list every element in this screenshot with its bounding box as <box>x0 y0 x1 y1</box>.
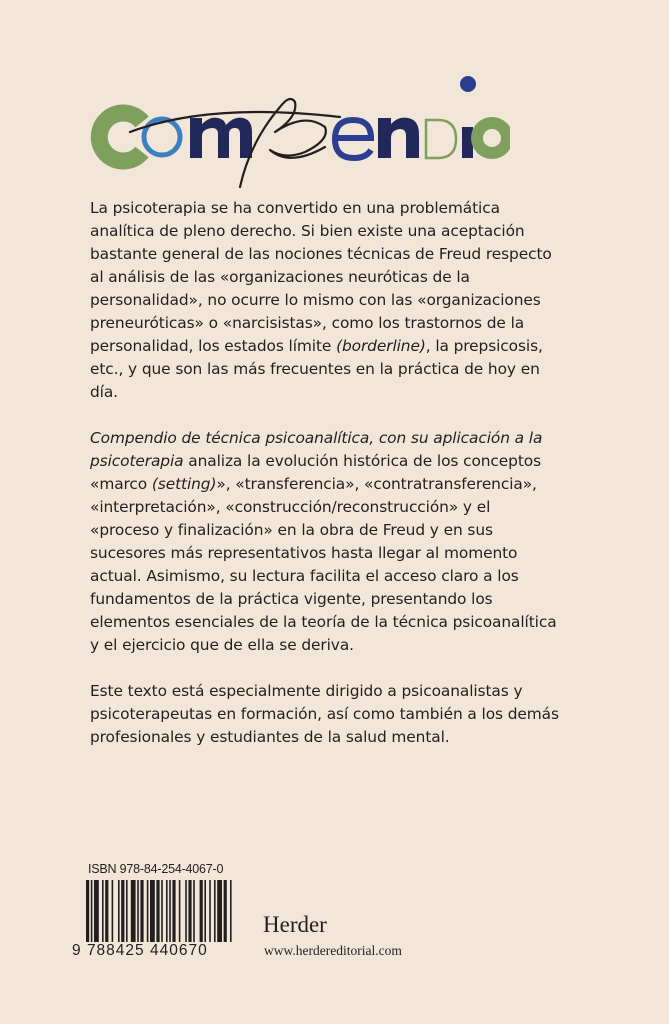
paragraph-1-text-b: , la prepsicosis, etc., y que son las más frecuentes en la práctica de hoy en día. <box>90 337 543 401</box>
barcode-digits-group1: 788425 <box>86 942 145 959</box>
barcode-bar <box>121 880 124 942</box>
barcode-digit-first: 9 <box>72 942 82 959</box>
paragraph-2 <box>90 427 560 657</box>
barcode-bar <box>140 880 143 942</box>
logo-letter-o1 <box>144 119 180 155</box>
barcode-bar <box>137 880 139 942</box>
barcode-digits-group2: 440670 <box>149 942 208 959</box>
barcode-bar <box>204 880 206 942</box>
barcode-bar <box>126 880 128 942</box>
barcode-bar <box>94 880 99 942</box>
publisher-website: www.herdereditorial.com <box>264 943 402 958</box>
barcode-bar <box>179 880 181 942</box>
logo-letter-i <box>462 127 473 158</box>
compendio-logo-art <box>90 72 510 192</box>
paragraph-1-italic-borderline: (borderline) <box>336 337 426 355</box>
barcode-bar <box>150 880 155 942</box>
barcode-bar <box>118 880 120 942</box>
barcode-bar <box>156 880 159 942</box>
barcode-bar <box>147 880 149 942</box>
logo-letter-o2 <box>477 123 507 153</box>
logo-letter-e <box>335 120 371 158</box>
barcode-digits <box>72 942 208 960</box>
logo-letter-n <box>378 118 419 158</box>
paragraph-2-text-b: », «transferencia», «contratransferencia», «interpretación», «construcción/reconstrucción» y el «proceso y finalización» en la obra de Freud y en sus sucesores más representativos hasta llegar al momento actual. Asimismo, su lectura facilita el acceso claro a los fundamentos de la práctica vigente, presentando los elementos esenciales de la teoría de la técnica psicoanalítica y el ejercicio que de ella se deriva. <box>90 475 557 654</box>
logo-letter-p <box>130 99 340 187</box>
barcode-bar <box>214 880 216 942</box>
paragraph-2-italic-setting: (setting) <box>151 475 217 493</box>
logo-letter-m <box>190 118 252 158</box>
paragraph-2-text-a: analiza la evolución histórica de los conceptos «marco <box>90 452 541 493</box>
paragraph-3 <box>90 680 560 749</box>
barcode-bar <box>188 880 191 942</box>
paragraph-1 <box>90 197 560 404</box>
barcode-bar <box>102 880 104 942</box>
barcode-bar <box>112 880 114 942</box>
barcode-bar <box>105 880 108 942</box>
paragraph-3-text: Este texto está especialmente dirigido a psicoanalistas y psicoterapeutas en formación, así como también a los demás profesionales y estudiantes de la salud mental. <box>90 682 559 746</box>
paragraph-2-italic-title: Compendio de técnica psicoanalítica, con su aplicación a la psicoterapia <box>90 429 543 470</box>
back-cover-text <box>90 197 560 772</box>
compendio-logo <box>90 72 510 192</box>
barcode-bar <box>193 880 195 942</box>
barcode-bar <box>230 880 232 942</box>
barcode-bar <box>166 880 168 942</box>
isbn-label: ISBN 978-84-254-4067-0 <box>88 862 224 876</box>
logo-letter-i-dot <box>460 76 476 92</box>
barcode-bar <box>161 880 163 942</box>
barcode-bar <box>131 880 136 942</box>
barcode-bar <box>217 880 222 942</box>
logo-letter-d <box>426 120 456 158</box>
logo-letter-c <box>99 113 142 161</box>
paragraph-1-text-a: La psicoterapia se ha convertido en una problemática analítica de pleno derecho. Si bien existe una aceptación bastante general de las nociones técnicas de Freud respecto al análisis de las «organizaciones neuróticas de la personalidad», no ocurre lo mismo con las «organizaciones preneuróticas» o «narcisistas», como los trastornos de la personalidad, los estados límite <box>90 199 552 355</box>
publisher-name: Herder <box>263 912 327 937</box>
barcode-bar <box>224 880 227 942</box>
barcode-bar <box>185 880 187 942</box>
barcode-bar <box>209 880 211 942</box>
barcode-bar <box>200 880 203 942</box>
